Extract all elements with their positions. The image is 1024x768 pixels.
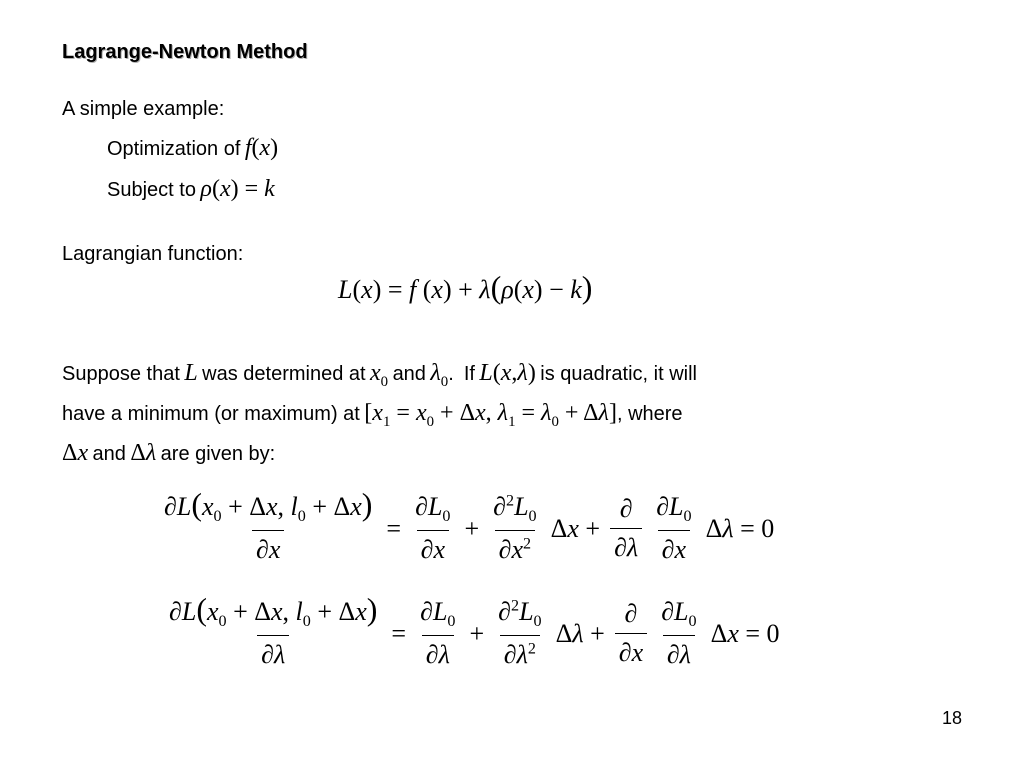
text-and: and — [392, 363, 426, 385]
text-is-quadratic: is quadratic, it will — [540, 363, 697, 385]
text-where: , where — [616, 403, 683, 425]
constraint-line — [107, 176, 275, 203]
lagrangian-label: Lagrangian function: — [62, 243, 244, 265]
subject-label: Subject to — [107, 179, 196, 201]
text-if: If — [463, 363, 475, 385]
optimization-label: Optimization of — [107, 138, 241, 160]
text-are-given: are given by: — [160, 443, 276, 465]
lagrangian-formula: L(x) = f (x) + λ(ρ(x) − k) — [338, 269, 593, 305]
optimization-line — [107, 135, 278, 162]
intro-text: A simple example: — [62, 98, 225, 120]
objective-function-formula: f(x) — [244, 135, 279, 161]
paragraph-line-2: have a minimum (or maximum) at [$x_1 = x_0 + \Delta x$, $\lambda_1 = \lambda_0 + \Delta\lambda$], where — [62, 400, 683, 430]
text-was-determined: was determined at — [202, 363, 366, 385]
eq1-lhs-fraction: $\frac{\partial L(x_0 + \Delta x, l_0 + \Delta x)}{\partial x}$ — [164, 486, 373, 565]
paragraph-line-3: Δx and Δλ are given by: — [62, 440, 276, 466]
equation-1: $\frac{\partial L(x_0 + \Delta x, l_0 + \Delta x)}{\partial x}$ = $\frac{\partial L_0}{\partial x}$ + $\frac{\partial^2L_0}{\partial x^2}$ Δx + $\frac{\partial}{\partial\lambda}$ $\frac{\partial L_0}{\partial x}$ Δλ = 0 — [160, 492, 774, 565]
text-suppose: Suppose that — [62, 363, 180, 385]
paragraph-line-1: Suppose that L was determined at $x_0$ and $\lambda_0$. If L(x,λ) is quadratic, it will — [62, 360, 697, 390]
page-number: 18 — [942, 708, 963, 728]
equation-2: $\frac{\partial L(x_0 + \Delta x, l_0 + \Delta x)}{\partial\lambda}$ = $\frac{\partial L_0}{\partial\lambda}$ + $\frac{\partial^2L_0}{\partial\lambda^2}$ Δλ + $\frac{\partial}{\partial x}$ $\frac{\partial L_0}{\partial\lambda}$ Δx = 0 — [165, 597, 780, 670]
text-and-2: and — [92, 443, 126, 465]
eq2-lhs-fraction: $\frac{\partial L(x_0 + \Delta x, l_0 + \Delta x)}{\partial\lambda}$ — [169, 591, 378, 670]
text-have-minimum: have a minimum (or maximum) at — [62, 403, 360, 425]
constraint-formula: ρ(x) = k — [200, 176, 275, 202]
slide-title: Lagrange-Newton Method — [62, 41, 308, 63]
